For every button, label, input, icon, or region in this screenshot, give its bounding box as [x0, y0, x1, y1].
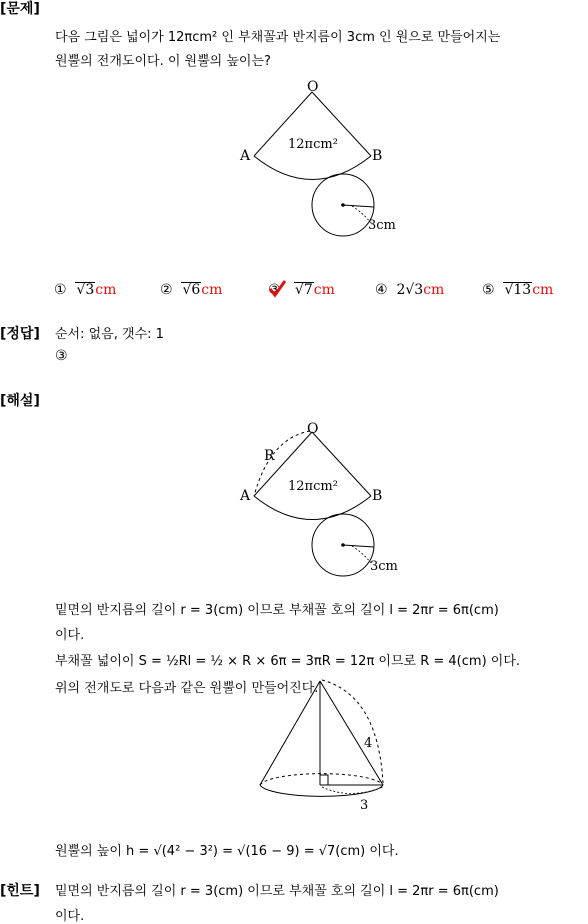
explanation-tag: [해설] [0, 393, 40, 409]
net-figure-1 [230, 78, 410, 248]
checkmark-icon [268, 280, 286, 298]
answer-line-1: 순서: 없음, 갯수: 1 [55, 327, 164, 342]
hint-tag: [힌트] [0, 883, 40, 899]
label-a: A [240, 148, 251, 164]
explanation-line-2: 이다. [55, 628, 85, 643]
cone-figure [250, 675, 400, 815]
explanation-line-3: 부채꼴 넓이이 S = ½Rl = ½ × R × 6π = 3πR = 12π 이므로 R = 4(cm) 이다. [55, 654, 521, 669]
option-3[interactable]: ③ √7cm [268, 282, 335, 298]
label-a: A [240, 488, 251, 504]
sector-area-label: 12πcm² [288, 479, 338, 494]
problem-line-2: 원뿔의 전개도이다. 이 원뿔의 높이는? [55, 54, 271, 69]
slant-label: 4 [364, 736, 373, 751]
label-o: O [307, 421, 319, 437]
hint-line-1: 밑면의 반지름의 길이 r = 3(cm) 이므로 부채꼴 호의 길이 l = 2πr = 6π(cm) [55, 884, 499, 899]
explanation-line-1: 밑면의 반지름의 길이 r = 3(cm) 이므로 부채꼴 호의 길이 l = 2πr = 6π(cm) [55, 603, 499, 618]
sector-area-label: 12πcm² [288, 137, 338, 152]
problem-tag: [문제] [0, 1, 40, 17]
label-o: O [307, 79, 319, 95]
option-4[interactable]: ④ 2√3cm [375, 282, 445, 298]
radius-label: 3 [360, 798, 369, 813]
option-1[interactable]: ① √3cm [54, 282, 117, 298]
option-2[interactable]: ② √6cm [160, 282, 223, 298]
answer-tag: [정답] [0, 326, 40, 342]
label-r: R [264, 448, 275, 464]
explanation-line-5: 원뿔의 높이 h = √(4² − 3²) = √(16 − 9) = √7(cm) 이다. [55, 844, 399, 859]
answer-line-2: ③ [55, 348, 68, 364]
radius-label: 3cm [370, 559, 398, 574]
option-5[interactable]: ⑤ √13cm [482, 282, 554, 298]
net-figure-2 [230, 418, 410, 583]
radius-label: 3cm [368, 218, 396, 233]
label-b: B [372, 488, 383, 504]
problem-line-1: 다음 그림은 넓이가 12πcm² 인 부채꼴과 반지름이 3cm 인 원으로 만들어지는 [55, 30, 501, 45]
label-b: B [372, 148, 383, 164]
hint-line-2: 이다. [55, 909, 85, 924]
explanation-line-4: 위의 전개도로 다음과 같은 원뿔이 만들어진다. [55, 681, 319, 696]
